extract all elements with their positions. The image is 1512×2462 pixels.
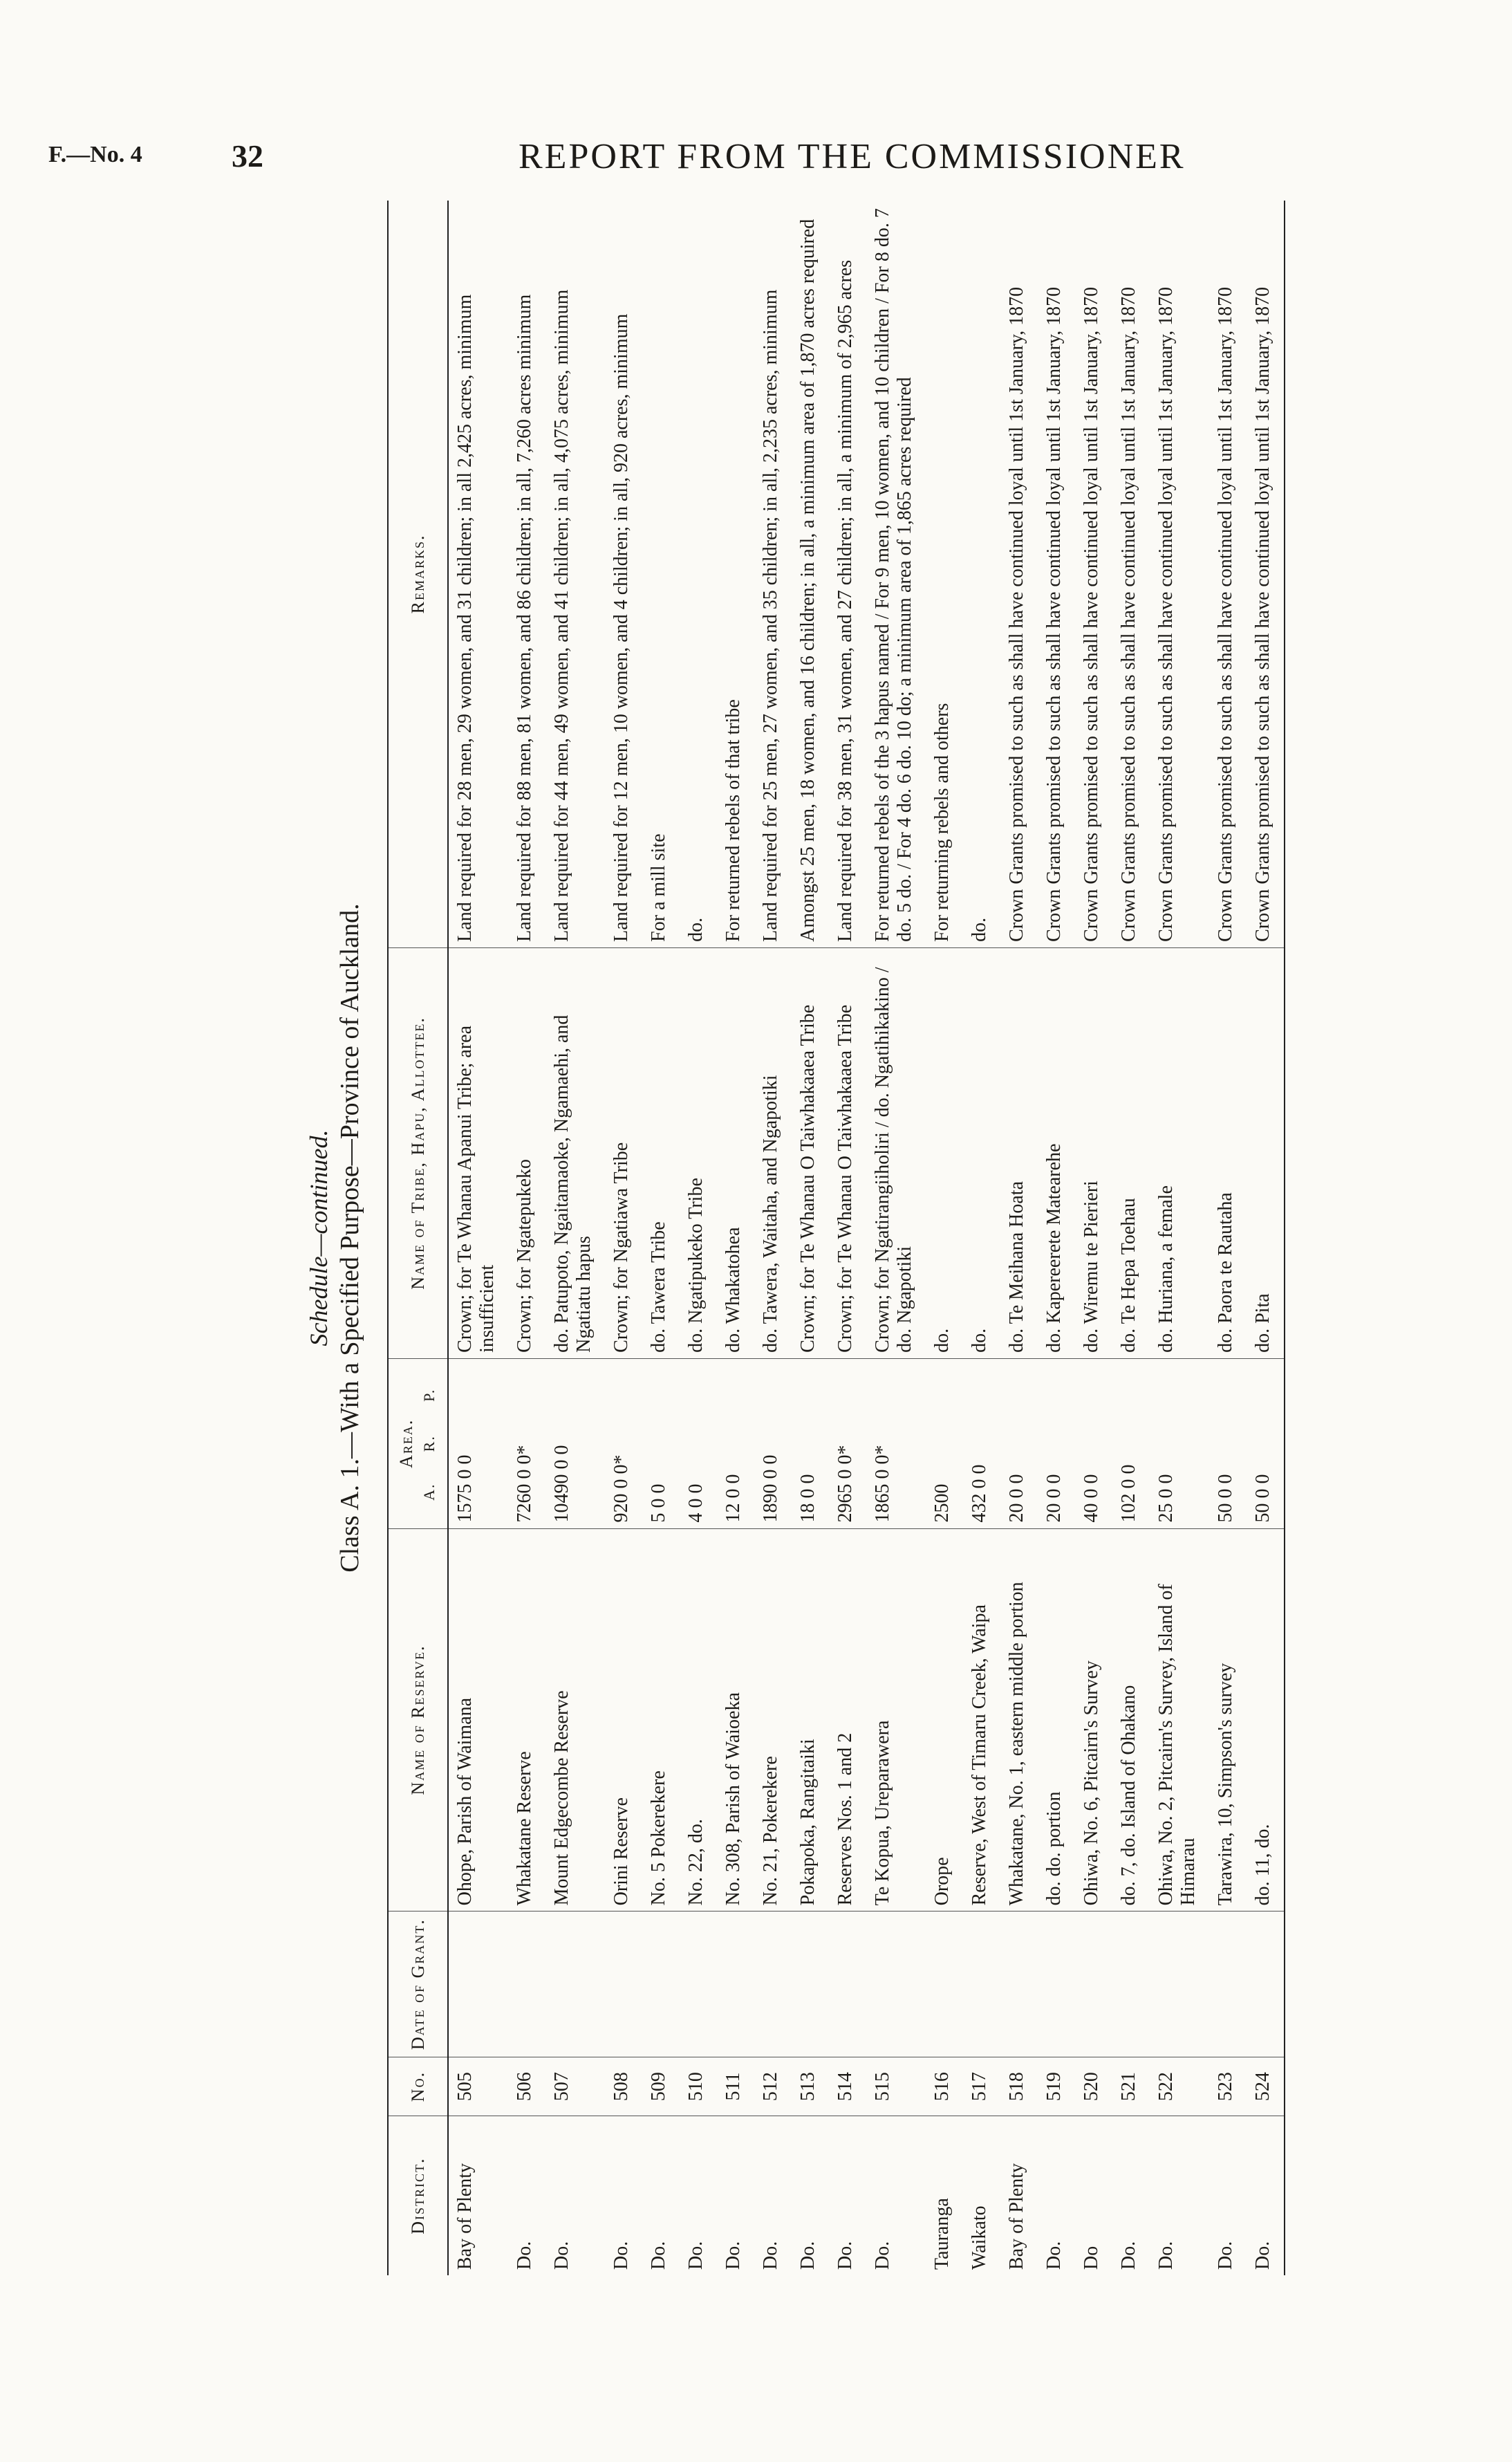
cell-no: 524: [1247, 2057, 1285, 2116]
cell-district: Do.: [610, 2241, 632, 2270]
cell-area: 1890 0 0: [754, 1358, 792, 1528]
cell-tribe: Crown; for Te Whanau O Taiwhakaaea Tribe: [829, 947, 866, 1358]
cell-date: [680, 1912, 717, 2057]
cell-tribe: Crown; for Ngatepukeko: [508, 947, 545, 1358]
cell-name: Pokapoka, Rangitaiki: [792, 1528, 829, 1912]
cell-no: 509: [642, 2057, 680, 2116]
cell-no: 505: [448, 2057, 508, 2116]
cell-name: Ohope, Parish of Waimana: [448, 1528, 508, 1912]
cell-date: [754, 1912, 792, 2057]
cell-remarks: Crown Grants promised to such as shall have continued loyal until 1st January, 1870: [1075, 201, 1112, 947]
cell-name: do. do. portion: [1038, 1528, 1075, 1912]
cell-date: [1209, 1912, 1247, 2057]
cell-no: 518: [1000, 2057, 1038, 2116]
cell-remarks: do.: [963, 201, 1000, 947]
cell-no: 507: [545, 2057, 605, 2116]
cell-remarks: For a mill site: [642, 201, 680, 947]
cell-tribe: do. Whakatohea: [717, 947, 754, 1358]
cell-district: Do.: [1155, 2241, 1177, 2270]
cell-name: No. 5 Pokerekere: [642, 1528, 680, 1912]
column-header-no: No.: [388, 2057, 448, 2116]
cell-date: [642, 1912, 680, 2057]
cell-district: Do.: [1043, 2241, 1065, 2270]
table-row: [1112, 201, 1150, 2275]
cell-area: 1865 0 0*: [866, 1358, 926, 1528]
cell-district: Do.: [760, 2241, 781, 2270]
cell-remarks: For returning rebels and others: [926, 201, 963, 947]
column-header-remarks: Remarks.: [388, 201, 448, 947]
area-unit-acres: A.: [420, 1483, 438, 1501]
cell-date: [1038, 1912, 1075, 2057]
cell-remarks: Amongst 25 men, 18 women, and 16 children; in all, a minimum area of 1,870 acres required: [792, 201, 829, 947]
cell-district: Do.: [685, 2241, 707, 2270]
cell-district: Do.: [1247, 2116, 1285, 2275]
cell-tribe: do. Wiremu te Pierieri: [1075, 947, 1112, 1358]
cell-remarks: For returned rebels of the 3 hapus named / For 9 men, 10 women, and 10 children / For 8 do. 7 do. 5 do. / For 4 do. 6 do. 10 do; a minimum area of 1,865 acres required: [866, 201, 926, 947]
cell-area: 20 0 0: [1038, 1358, 1075, 1528]
class-title: Class A. 1.—With a Specified Purpose—Province of Auckland.: [335, 903, 364, 1573]
cell-no: 520: [1075, 2057, 1112, 2116]
cell-tribe: do. Patupoto, Ngaitamaoke, Ngamaehi, and Ngatiatu hapus: [545, 947, 605, 1358]
cell-no: 511: [717, 2057, 754, 2116]
cell-name: Orini Reserve: [605, 1528, 642, 1912]
cell-remarks: Land required for 44 men, 49 women, and 41 children; in all, 4,075 acres, minimum: [545, 201, 605, 947]
cell-remarks: Land required for 38 men, 31 women, and 27 children; in all, a minimum of 2,965 acres: [829, 201, 866, 947]
cell-no: 521: [1112, 2057, 1150, 2116]
cell-tribe: Crown; for Ngatiawa Tribe: [605, 947, 642, 1358]
table-row: [717, 201, 754, 2275]
cell-no: 515: [866, 2057, 926, 2116]
cell-district: Do.: [1118, 2241, 1139, 2270]
cell-district: Do: [1081, 2246, 1102, 2270]
cell-district: Do.: [797, 2241, 819, 2270]
cell-no: 506: [508, 2057, 545, 2116]
cell-date: [1112, 1912, 1150, 2057]
area-unit-roods: R.: [420, 1435, 438, 1452]
cell-district: Bay of Plenty: [1006, 2163, 1027, 2270]
table-row: [605, 201, 642, 2275]
cell-area: 920 0 0*: [605, 1358, 642, 1528]
cell-area: 18 0 0: [792, 1358, 829, 1528]
cell-name: No. 22, do.: [680, 1528, 717, 1912]
cell-name: Reserve, West of Timaru Creek, Waipa: [963, 1528, 1000, 1912]
cell-area: 10490 0 0: [545, 1358, 605, 1528]
cell-tribe: do.: [963, 947, 1000, 1358]
cell-district: Do.: [648, 2241, 669, 2270]
cell-area: 7260 0 0*: [508, 1358, 545, 1528]
table-row: [829, 201, 866, 2275]
cell-remarks: Crown Grants promised to such as shall have continued loyal until 1st January, 1870: [1209, 201, 1247, 947]
cell-name: No. 21, Pokerekere: [754, 1528, 792, 1912]
cell-name: Reserves Nos. 1 and 2: [829, 1528, 866, 1912]
table-row: [926, 201, 963, 2275]
cell-remarks: Land required for 25 men, 27 women, and 35 children; in all, 2,235 acres, minimum: [754, 201, 792, 947]
cell-area: 25 0 0: [1150, 1358, 1209, 1528]
column-header-district: District.: [388, 2116, 448, 2275]
rotated-schedule: [304, 201, 1507, 2275]
cell-tribe: do. Te Hepa Toehau: [1112, 947, 1150, 1358]
cell-tribe: do. Huriana, a female: [1150, 947, 1209, 1358]
cell-area: 5 0 0: [642, 1358, 680, 1528]
table-row: [448, 201, 508, 2275]
cell-no: 522: [1150, 2057, 1209, 2116]
cell-remarks: Land required for 28 men, 29 women, and 31 children; in all 2,425 acres, minimum: [448, 201, 508, 947]
table-row: [1075, 201, 1112, 2275]
cell-area: 12 0 0: [717, 1358, 754, 1528]
cell-remarks: Land required for 88 men, 81 women, and 86 children; in all, 7,260 acres minimum: [508, 201, 545, 947]
cell-name: Ohiwa, No. 2, Pitcairn's Survey, Island of Himarau: [1150, 1528, 1209, 1912]
cell-district: Waikato: [969, 2205, 990, 2270]
cell-no: 508: [605, 2057, 642, 2116]
table-row: [1150, 201, 1209, 2275]
column-header-date: Date of Grant.: [388, 1912, 448, 2057]
cell-area: 40 0 0: [1075, 1358, 1112, 1528]
cell-tribe: do. Kapereerete Matearehe: [1038, 947, 1075, 1358]
cell-date: [926, 1912, 963, 2057]
cell-district: Bay of Plenty: [454, 2163, 476, 2270]
cell-remarks: For returned rebels of that tribe: [717, 201, 754, 947]
cell-tribe: do.: [926, 947, 963, 1358]
cell-date: [448, 1912, 508, 2057]
cell-district: Do.: [722, 2241, 744, 2270]
cell-tribe: Crown; for Ngatirangiiholiri / do. Ngatihikakino / do. Ngapotiki: [866, 947, 926, 1358]
schedule-table: [387, 201, 1285, 2275]
cell-tribe: do. Pita: [1247, 947, 1285, 1358]
cell-area: 4 0 0: [680, 1358, 717, 1528]
table-row: [1000, 201, 1038, 2275]
table-row: [508, 201, 545, 2275]
cell-name: do. 11, do.: [1247, 1528, 1285, 1912]
cell-remarks: Crown Grants promised to such as shall have continued loyal until 1st January, 1870: [1112, 201, 1150, 947]
cell-tribe: do. Paora te Rautaha: [1209, 947, 1247, 1358]
table-row: [1038, 201, 1075, 2275]
cell-district: Tauranga: [931, 2198, 953, 2270]
cell-tribe: do. Tawera Tribe: [642, 947, 680, 1358]
cell-district: Do.: [514, 2241, 535, 2270]
cell-date: [508, 1912, 545, 2057]
cell-district: Do.: [551, 2241, 572, 2270]
cell-no: 519: [1038, 2057, 1075, 2116]
table-row: [1209, 201, 1247, 2275]
cell-name: Te Kopua, Ureparawera: [866, 1528, 926, 1912]
cell-district: Do.: [834, 2241, 856, 2270]
table-row: [642, 201, 680, 2275]
cell-date: [1000, 1912, 1038, 2057]
cell-name: No. 308, Parish of Waioeka: [717, 1528, 754, 1912]
cell-date: [829, 1912, 866, 2057]
cell-no: 523: [1209, 2057, 1247, 2116]
cell-area: 2965 0 0*: [829, 1358, 866, 1528]
page-header: [0, 137, 1512, 183]
cell-tribe: do. Tawera, Waitaha, and Ngapotiki: [754, 947, 792, 1358]
cell-date: [1247, 1912, 1285, 2057]
cell-no: 517: [963, 2057, 1000, 2116]
cell-area: 432 0 0: [963, 1358, 1000, 1528]
cell-name: Ohiwa, No. 6, Pitcairn's Survey: [1075, 1528, 1112, 1912]
table-row: [680, 201, 717, 2275]
cell-area: 1575 0 0: [448, 1358, 508, 1528]
cell-date: [1150, 1912, 1209, 2057]
cell-tribe: Crown; for Te Whanau O Taiwhakaaea Tribe: [792, 947, 829, 1358]
schedule-title: Schedule—continued.: [305, 1129, 333, 1346]
cell-tribe: do. Ngatipukeko Tribe: [680, 947, 717, 1358]
cell-area: 20 0 0: [1000, 1358, 1038, 1528]
cell-remarks: Crown Grants promised to such as shall have continued loyal until 1st January, 1870: [1150, 201, 1209, 947]
column-header-area: Area. A.R.P.: [388, 1358, 448, 1528]
table-row: [866, 201, 926, 2275]
cell-no: 510: [680, 2057, 717, 2116]
cell-area: 50 0 0: [1247, 1358, 1285, 1528]
cell-date: [717, 1912, 754, 2057]
cell-name: do. 7, do. Island of Ohakano: [1112, 1528, 1150, 1912]
cell-district: Do.: [1215, 2241, 1236, 2270]
cell-date: [605, 1912, 642, 2057]
cell-no: 513: [792, 2057, 829, 2116]
column-header-tribe: Name of Tribe, Hapu, Allottee.: [388, 947, 448, 1358]
table-row: [963, 201, 1000, 2275]
cell-no: 514: [829, 2057, 866, 2116]
cell-area: 50 0 0: [1209, 1358, 1247, 1528]
cell-name: Whakatane, No. 1, eastern middle portion: [1000, 1528, 1038, 1912]
cell-no: 516: [926, 2057, 963, 2116]
cell-district: Do.: [872, 2241, 893, 2270]
cell-date: [1075, 1912, 1112, 2057]
table-row: [754, 201, 792, 2275]
cell-no: 512: [754, 2057, 792, 2116]
cell-tribe: Crown; for Te Whanau Apanui Tribe; area insufficient: [448, 947, 508, 1358]
cell-name: Mount Edgecombe Reserve: [545, 1528, 605, 1912]
cell-remarks: Crown Grants promised to such as shall have continued loyal until 1st January, 1870: [1000, 201, 1038, 947]
cell-name: Orope: [926, 1528, 963, 1912]
cell-date: [866, 1912, 926, 2057]
table-row: [1247, 201, 1285, 2275]
cell-remarks: Land required for 12 men, 10 women, and 4 children; in all, 920 acres, minimum: [605, 201, 642, 947]
running-title: REPORT FROM THE COMMISSIONER: [519, 137, 1186, 176]
table-row: [545, 201, 605, 2275]
cell-tribe: do. Te Meihana Hoata: [1000, 947, 1038, 1358]
cell-area: 102 0 0: [1112, 1358, 1150, 1528]
cell-date: [792, 1912, 829, 2057]
document-reference: F.—No. 4: [48, 142, 142, 167]
cell-name: Whakatane Reserve: [508, 1528, 545, 1912]
area-unit-perches: P.: [420, 1388, 438, 1402]
cell-date: [963, 1912, 1000, 2057]
cell-date: [545, 1912, 605, 2057]
page-number: 32: [232, 138, 263, 174]
cell-remarks: do.: [680, 201, 717, 947]
cell-name: Tarawira, 10, Simpson's survey: [1209, 1528, 1247, 1912]
table-header-row: [388, 201, 448, 2275]
table-row: [792, 201, 829, 2275]
cell-remarks: Crown Grants promised to such as shall have continued loyal until 1st January, 1870: [1038, 201, 1075, 947]
cell-area: 2500: [926, 1358, 963, 1528]
column-header-name: Name of Reserve.: [388, 1528, 448, 1912]
cell-remarks: Crown Grants promised to such as shall have continued loyal until 1st January, 1870: [1247, 201, 1285, 947]
